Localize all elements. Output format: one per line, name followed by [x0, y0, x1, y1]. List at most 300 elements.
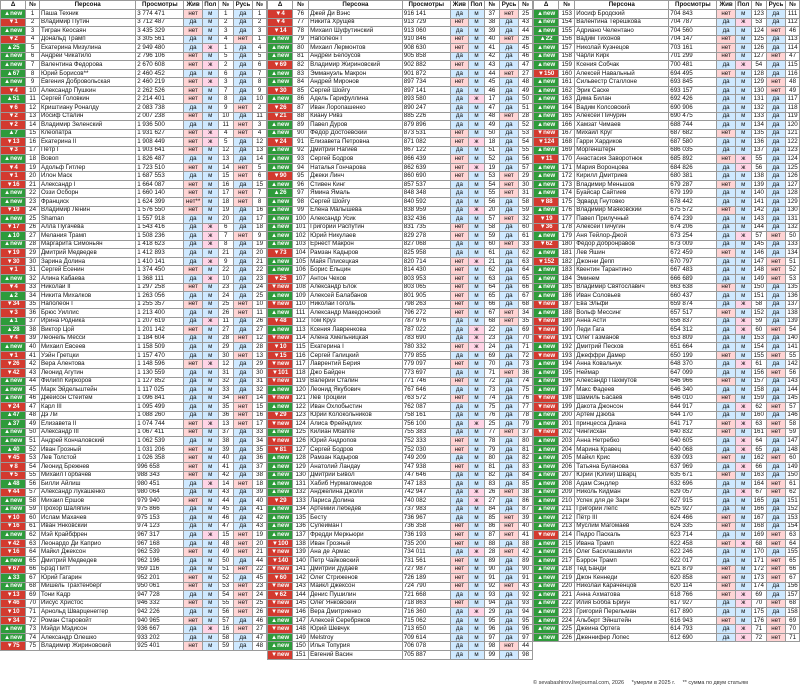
- cell-alive: нет: [184, 497, 202, 506]
- cell-views: 916 141: [402, 10, 450, 19]
- table-row: [534, 368, 800, 377]
- cell-rus: да: [499, 651, 518, 660]
- cell-person: Павел Прилучный: [575, 215, 669, 224]
- cell-views: 879 896: [402, 121, 450, 130]
- cell-sex: м: [735, 548, 751, 557]
- cell-rus: да: [499, 52, 518, 61]
- table-row: [1, 539, 267, 548]
- table-row: [268, 309, 533, 318]
- cell-delta: ▲new: [1, 505, 26, 514]
- cell-rus-rank: 112: [787, 18, 798, 26]
- cell-rus: да: [499, 163, 518, 172]
- cell-sex-rank: 67: [484, 309, 499, 318]
- cell-views: 646 010: [669, 394, 717, 403]
- cell-rus: да: [766, 44, 785, 53]
- cell-alive: нет: [184, 574, 202, 583]
- cell-rus: да: [766, 394, 785, 403]
- column-header-sex-rank: №: [484, 1, 499, 10]
- cell-rank: 55: [26, 471, 40, 480]
- cell-alive: да: [717, 445, 735, 454]
- cell-delta: ▲new: [268, 215, 293, 224]
- cell-alive: да: [184, 522, 202, 531]
- cell-views: 735 200: [402, 539, 450, 548]
- table-row: [268, 548, 533, 557]
- cell-person: Екатерина I: [309, 343, 403, 352]
- cell-rus: да: [766, 129, 785, 138]
- table-row: [534, 44, 800, 53]
- cell-delta: ▲new: [268, 52, 293, 61]
- cell-delta: ▼67: [1, 565, 26, 574]
- cell-person: Вовоп: [39, 155, 135, 164]
- cell-alive: да: [717, 411, 735, 420]
- cell-views: 639 093: [669, 454, 717, 463]
- cell-rus: да: [233, 377, 252, 386]
- table-row: [534, 548, 800, 557]
- cell-delta: ▼26: [268, 104, 293, 113]
- cell-sex-rank: 2: [218, 61, 233, 70]
- cell-rus: нет: [499, 189, 518, 198]
- cell-rus-rank: 27: [253, 326, 267, 335]
- table-row: [534, 121, 800, 130]
- cell-rus: да: [499, 274, 518, 283]
- cell-delta: ▲new: [268, 129, 293, 138]
- cell-person: Джеина Ортега: [575, 625, 669, 634]
- cell-rank: 226: [559, 633, 575, 642]
- cell-sex-rank: 16: [218, 625, 233, 634]
- cell-sex-rank: 170: [751, 548, 766, 557]
- cell-sex-rank: 70: [751, 599, 766, 608]
- table-row: [534, 462, 800, 471]
- cell-delta: ▼new: [268, 394, 293, 403]
- cell-rank: 76: [293, 10, 309, 19]
- cell-rus-rank: 129: [787, 197, 798, 205]
- cell-sex: м: [202, 497, 218, 506]
- cell-sex-rank: 39: [218, 445, 233, 454]
- cell-rus: да: [766, 343, 785, 352]
- cell-sex: м: [735, 522, 751, 531]
- cell-rank: 137: [293, 531, 309, 540]
- cell-alive: нет: [184, 61, 202, 70]
- cell-person: Вадим Колсовский: [575, 104, 669, 113]
- cell-sex-rank: 63: [751, 420, 766, 429]
- cell-views: 1 723 510: [136, 163, 184, 172]
- cell-person: Чарли Кирк: [575, 52, 669, 61]
- cell-person: принцесса Диана: [575, 420, 669, 429]
- cell-alive: нет: [717, 616, 735, 625]
- cell-delta: ▲new: [534, 189, 559, 198]
- cell-views: 752 333: [402, 437, 450, 446]
- cell-rus: нет: [233, 121, 252, 130]
- cell-sex-rank: 60: [484, 240, 499, 249]
- cell-views: 1 664 087: [136, 180, 184, 189]
- cell-delta: ▼81: [268, 445, 293, 454]
- cell-rank: 151: [293, 651, 309, 660]
- cell-person: Ямина Ямаль: [309, 189, 403, 198]
- cell-person: Алексей Пичурин: [575, 112, 669, 121]
- cell-delta: ▼new: [268, 360, 293, 369]
- cell-sex: м: [469, 582, 485, 591]
- table-row: [534, 69, 800, 78]
- cell-rank: 61: [26, 522, 40, 531]
- cell-views: 866 439: [402, 155, 450, 164]
- column-header-views: Просмотры: [402, 1, 450, 10]
- cell-alive: да: [450, 206, 468, 215]
- cell-rus: нет: [766, 266, 785, 275]
- table-row: [268, 411, 533, 420]
- cell-sex-rank: 40: [218, 454, 233, 463]
- cell-views: 680 381: [669, 172, 717, 181]
- cell-rank: 134: [293, 505, 309, 514]
- table-row: [268, 582, 533, 591]
- cell-views: 1 026 358: [136, 454, 184, 463]
- column-header-rank: №: [26, 1, 40, 10]
- cell-rank: 89: [293, 121, 309, 130]
- cell-sex: м: [469, 27, 485, 36]
- cell-views: 715 062: [402, 616, 450, 625]
- cell-alive: да: [184, 505, 202, 514]
- cell-views: 617 890: [669, 608, 717, 617]
- cell-views: 640 605: [669, 437, 717, 446]
- table-row: [268, 651, 533, 660]
- cell-sex-rank: 22: [484, 326, 499, 335]
- cell-rus: да: [499, 232, 518, 241]
- cell-person: Филипп Киркоров: [39, 377, 135, 386]
- cell-sex-rank: 159: [751, 394, 766, 403]
- cell-rank: 225: [559, 625, 575, 634]
- cell-alive: да: [717, 198, 735, 207]
- cell-rus: да: [766, 462, 785, 471]
- cell-person: Татьяна Буланова: [575, 462, 669, 471]
- footer: [533, 679, 800, 687]
- cell-person: Анна Ковальчук: [575, 360, 669, 369]
- cell-person: Олег Янковский: [309, 599, 403, 608]
- cell-sex: м: [735, 377, 751, 386]
- cell-sex: ж: [202, 138, 218, 147]
- table-row: [1, 189, 267, 198]
- cell-rank: 196: [559, 377, 575, 386]
- cell-sex-rank: 169: [751, 531, 766, 540]
- table-row: [534, 232, 800, 241]
- cell-alive: да: [717, 112, 735, 121]
- cell-sex-rank: 152: [751, 309, 766, 318]
- cell-delta: ▲new: [534, 360, 559, 369]
- cell-sex-rank: 71: [484, 368, 499, 377]
- cell-alive: да: [717, 292, 735, 301]
- cell-sex-rank: 19: [484, 163, 499, 172]
- cell-views: 2 214 401: [136, 95, 184, 104]
- cell-sex-rank: 164: [751, 480, 766, 489]
- cell-rank: 84: [293, 78, 309, 87]
- cell-rus: нет: [499, 317, 518, 326]
- cell-sex: м: [202, 35, 218, 44]
- cell-rus: нет: [766, 565, 785, 574]
- cell-person: Маргарита Симоньян: [39, 240, 135, 249]
- cell-alive: нет: [184, 266, 202, 275]
- table-row: [534, 437, 800, 446]
- cell-rank: 223: [559, 608, 575, 617]
- cell-alive: да: [717, 480, 735, 489]
- cell-alive: нет: [184, 454, 202, 463]
- cell-rus-rank: 72: [519, 351, 533, 360]
- cell-sex-rank: 42: [484, 52, 499, 61]
- cell-views: 988 343: [136, 471, 184, 480]
- cell-delta: ▼29: [268, 411, 293, 420]
- cell-views: 646 340: [669, 386, 717, 395]
- cell-person: Фредди Меркьюри: [309, 531, 403, 540]
- cell-sex: м: [469, 215, 485, 224]
- cell-sex: м: [202, 198, 218, 207]
- cell-sex: ж: [202, 78, 218, 87]
- cell-delta: ▲new: [534, 480, 559, 489]
- cell-rus: да: [766, 121, 785, 130]
- cell-rank: 88: [293, 112, 309, 121]
- cell-person: Джеффри Дамер: [575, 351, 669, 360]
- column-header-alive: Жив: [717, 1, 735, 10]
- table-row: [1, 497, 267, 506]
- cell-rank: 143: [293, 582, 309, 591]
- cell-views: 686 035: [669, 146, 717, 155]
- cell-alive: нет: [450, 394, 468, 403]
- cell-views: 704 560: [669, 27, 717, 36]
- cell-rus-rank: 151: [787, 496, 798, 504]
- cell-sex: м: [469, 437, 485, 446]
- cell-rus: нет: [766, 257, 785, 266]
- cell-alive: да: [450, 428, 468, 437]
- cell-rus-rank: 21: [253, 257, 267, 266]
- cell-rus-rank: 33: [253, 428, 267, 437]
- cell-sex-rank: 15: [218, 172, 233, 181]
- cell-delta: ▼88: [534, 198, 559, 207]
- cell-rank: 186: [559, 292, 575, 301]
- cell-sex-rank: 123: [751, 10, 766, 19]
- cell-views: 627 915: [669, 497, 717, 506]
- cell-views: 1 931 627: [136, 129, 184, 138]
- cell-rank: 97: [293, 189, 309, 198]
- cell-delta: ▼new: [534, 300, 559, 309]
- cell-sex-rank: 139: [751, 180, 766, 189]
- cell-sex: м: [202, 18, 218, 27]
- cell-sex: м: [735, 557, 751, 566]
- cell-sex-rank: 56: [484, 198, 499, 207]
- cell-alive: да: [450, 497, 468, 506]
- cell-sex-rank: 67: [751, 488, 766, 497]
- cell-rank: 211: [559, 505, 575, 514]
- table-row: [1, 368, 267, 377]
- cell-alive: нет: [717, 52, 735, 61]
- cell-person: Альберт Эйнштейн: [575, 616, 669, 625]
- cell-rus-rank: 65: [786, 557, 800, 566]
- cell-delta: ▲new: [1, 240, 26, 249]
- table-row: [534, 18, 800, 27]
- cell-rus-rank: 83: [519, 462, 533, 471]
- cell-sex-rank: 22: [218, 266, 233, 275]
- table-row: [268, 198, 533, 207]
- cell-rank: 80: [293, 44, 309, 53]
- table-row: [534, 52, 800, 61]
- cell-sex-rank: 29: [218, 343, 233, 352]
- cell-sex: м: [469, 471, 485, 480]
- cell-rank: 165: [559, 112, 575, 121]
- cell-person: Лев Толстой: [39, 454, 135, 463]
- cell-rus-rank: 125: [787, 163, 798, 171]
- cell-rank: 104: [293, 249, 309, 258]
- cell-views: 684 826: [669, 163, 717, 172]
- cell-views: 640 832: [669, 428, 717, 437]
- cell-sex: м: [735, 309, 751, 318]
- cell-rank: 31: [26, 266, 40, 275]
- cell-rus-rank: 79: [519, 420, 533, 429]
- table-row: [534, 317, 800, 326]
- cell-views: 1 184 604: [136, 334, 184, 343]
- cell-sex: ж: [735, 633, 751, 642]
- table-row: [1, 633, 267, 642]
- cell-alive: нет: [450, 565, 468, 574]
- cell-delta: ▼140: [268, 557, 293, 566]
- cell-delta: ▲new: [534, 437, 559, 446]
- cell-rus: да: [499, 18, 518, 27]
- table-row: [1, 309, 267, 318]
- cell-rus: да: [499, 403, 518, 412]
- cell-sex: м: [469, 35, 485, 44]
- cell-sex: м: [735, 95, 751, 104]
- cell-rus-rank: 20: [253, 249, 267, 258]
- cell-rus: да: [233, 223, 252, 232]
- table-row: [534, 599, 800, 608]
- cell-rus-rank: 130: [787, 206, 798, 214]
- cell-rus-rank: 144: [787, 385, 798, 393]
- cell-rus: нет: [233, 599, 252, 608]
- table-row: [534, 206, 800, 215]
- cell-sex-rank: 11: [218, 317, 233, 326]
- cell-rus: нет: [499, 69, 518, 78]
- cell-delta: ▼6: [1, 104, 26, 113]
- cell-views: 736 193: [402, 531, 450, 540]
- cell-rus: нет: [233, 531, 252, 540]
- cell-views: 706 078: [402, 642, 450, 651]
- cell-alive: да: [184, 172, 202, 181]
- cell-person: Неймар: [575, 368, 669, 377]
- cell-rank: 136: [293, 522, 309, 531]
- cell-sex: ж: [735, 488, 751, 497]
- cell-alive: нет: [184, 52, 202, 61]
- cell-views: 1 557 918: [136, 215, 184, 224]
- cell-rus: да: [499, 334, 518, 343]
- cell-views: 747 183: [402, 480, 450, 489]
- table-row: [534, 240, 800, 249]
- cell-sex: м: [469, 539, 485, 548]
- cell-delta: ▼new: [534, 428, 559, 437]
- cell-delta: ▼46: [1, 599, 26, 608]
- cell-rank: 222: [559, 599, 575, 608]
- column-header-person: Персона: [39, 1, 135, 10]
- cell-sex-rank: 72: [751, 633, 766, 642]
- cell-alive: нет: [184, 642, 202, 651]
- cell-alive: нет: [184, 86, 202, 95]
- cell-sex-rank: 21: [484, 257, 499, 266]
- cell-person: Дмитрий Бивол: [309, 471, 403, 480]
- cell-rus-rank: 43: [253, 522, 267, 531]
- cell-views: 940 965: [136, 616, 184, 625]
- table-row: [1, 232, 267, 241]
- cell-person: Николай II: [39, 283, 135, 292]
- cell-sex-rank: 53: [218, 582, 233, 591]
- table-row: [1, 146, 267, 155]
- cell-rank: 115: [293, 343, 309, 352]
- cell-views: 635 671: [669, 471, 717, 480]
- cell-views: 678 442: [669, 198, 717, 207]
- cell-views: 1 903 641: [136, 146, 184, 155]
- table-row: [534, 386, 800, 395]
- cell-rus: да: [233, 488, 252, 497]
- cell-views: 1 368 111: [136, 274, 184, 283]
- cell-sex: м: [202, 215, 218, 224]
- cell-alive: нет: [717, 10, 735, 19]
- cell-rus-rank: 55: [786, 351, 800, 360]
- cell-alive: нет: [717, 206, 735, 215]
- cell-person: Джеки Линч: [309, 172, 403, 181]
- cell-rank: 189: [559, 317, 575, 326]
- cell-person: Мария Воронцова: [575, 163, 669, 172]
- cell-rus: да: [766, 215, 785, 224]
- cell-views: 890 247: [402, 104, 450, 113]
- cell-person: Shaman: [39, 215, 135, 224]
- cell-sex-rank: 27: [218, 326, 233, 335]
- cell-rank: 56: [26, 480, 40, 489]
- cell-alive: нет: [717, 180, 735, 189]
- cell-rus: нет: [233, 232, 252, 241]
- cell-views: 724 790: [402, 582, 450, 591]
- cell-rus: нет: [766, 539, 785, 548]
- table-row: [1, 454, 267, 463]
- cell-rank: 126: [293, 437, 309, 446]
- table-row: [534, 591, 800, 600]
- cell-person: Стивен Кинг: [309, 180, 403, 189]
- cell-sex-rank: 18: [218, 198, 233, 207]
- cell-rus-rank: 61: [786, 480, 800, 489]
- cell-sex: м: [469, 565, 485, 574]
- cell-rus: да: [766, 582, 785, 591]
- cell-rus-rank: 10: [253, 300, 267, 309]
- cell-alive: нет: [717, 155, 735, 164]
- cell-rus: да: [233, 274, 252, 283]
- cell-alive: нет: [717, 283, 735, 292]
- cell-rus: нет: [233, 548, 252, 557]
- table-row: [1, 403, 267, 412]
- cell-rus: да: [499, 599, 518, 608]
- cell-delta: ▼34: [1, 616, 26, 625]
- cell-person: Илон Маск: [39, 172, 135, 181]
- cell-rus-rank: 34: [519, 309, 533, 318]
- cell-sex-rank: 90: [484, 565, 499, 574]
- cell-views: 913 060: [402, 27, 450, 36]
- cell-sex: м: [469, 223, 485, 232]
- cell-rank: 162: [559, 86, 575, 95]
- cell-sex-rank: 40: [484, 35, 499, 44]
- cell-person: Ксения Лавренкова: [309, 326, 403, 335]
- cell-alive: да: [184, 531, 202, 540]
- table-row: [534, 189, 800, 198]
- cell-person: Сильвестр Сталлоне: [575, 78, 669, 87]
- cell-alive: нет: [717, 539, 735, 548]
- cell-sex: м: [202, 266, 218, 275]
- cell-sex-rank: 12: [218, 360, 233, 369]
- cell-person: Фёдор Добронравов: [575, 240, 669, 249]
- cell-rus-rank: 34: [253, 437, 267, 446]
- cell-sex: м: [202, 565, 218, 574]
- cell-alive: нет: [184, 420, 202, 429]
- cell-rank: 98: [293, 198, 309, 207]
- cell-sex-rank: 17: [484, 95, 499, 104]
